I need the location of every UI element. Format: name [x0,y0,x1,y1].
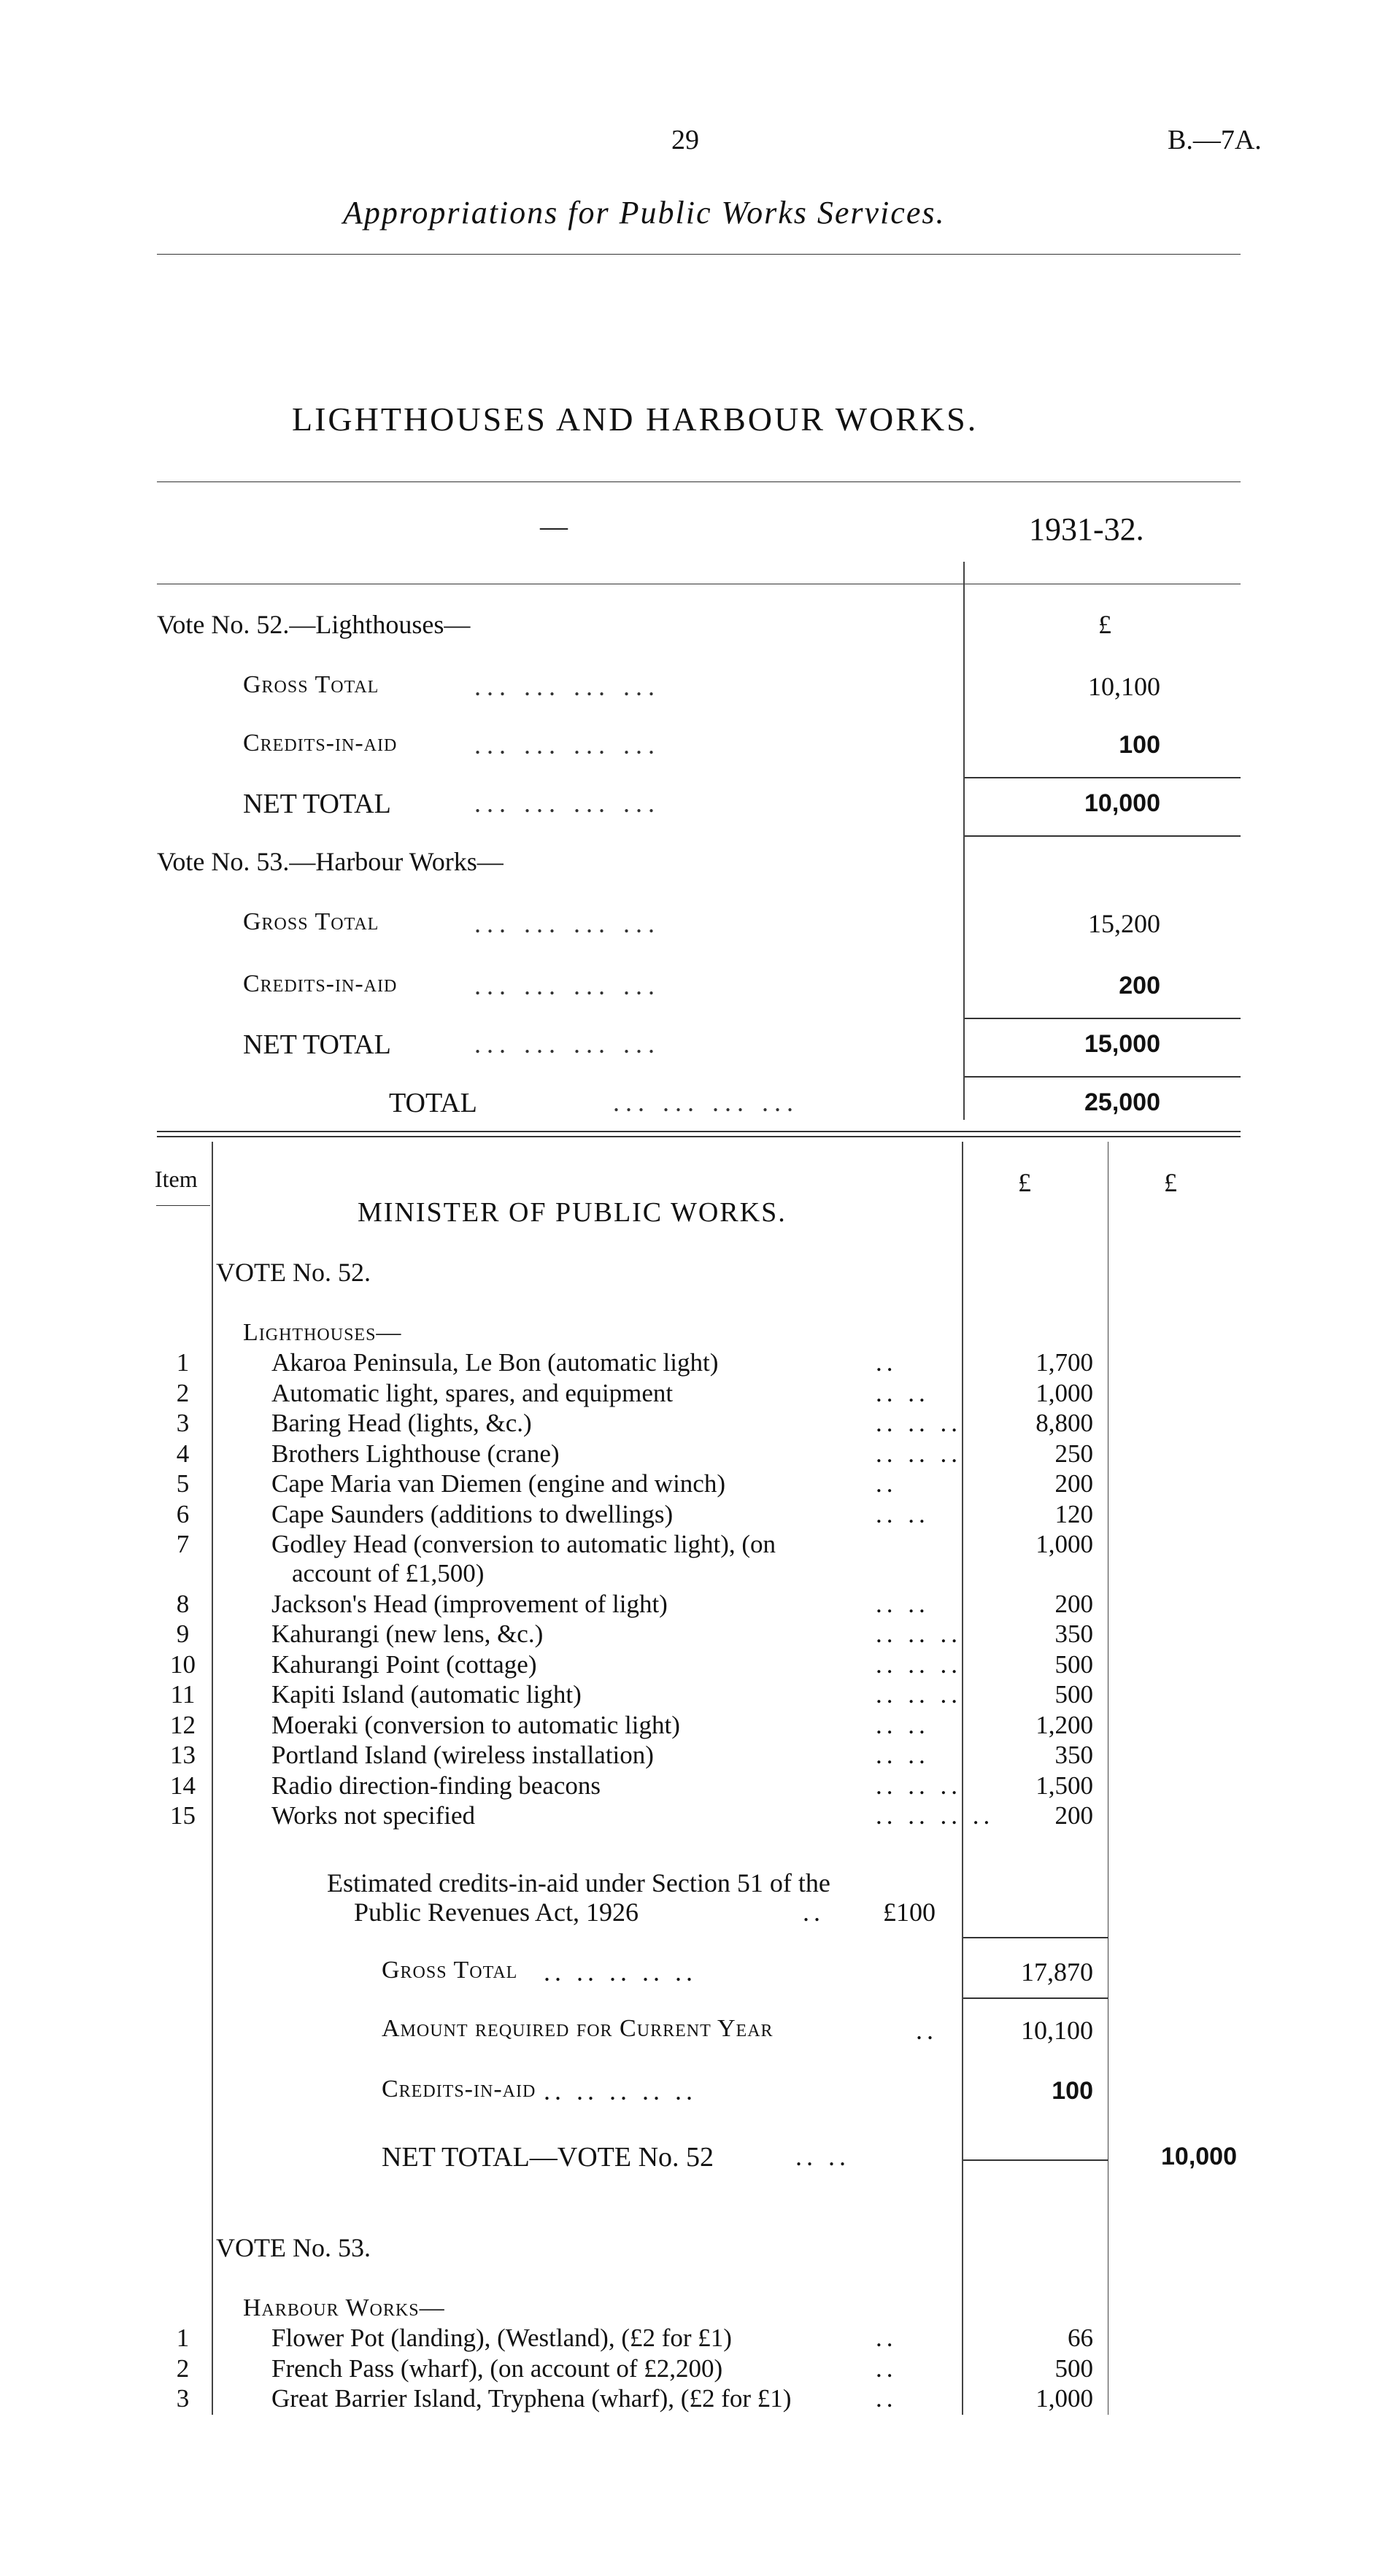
item-leader-dots: .. .. [876,1499,930,1528]
item-description-continued: account of £1,500) [292,1559,485,1587]
detail-credits-value: 100 [1052,2077,1093,2105]
item-leader-dots: .. [876,1348,898,1377]
summary-bottom-rule-2 [157,1136,1241,1137]
vote52-credits-label: Credits-in-aid [243,730,398,757]
item-amount: 1,700 [1036,1348,1093,1377]
item-description: Great Barrier Island, Tryphena (wharf), (£2 for £1) [271,2384,792,2413]
vote52-heading: VOTE No. 52. [216,1258,371,1287]
credits-note-dots: .. [803,1898,825,1927]
summary-year-heading: 1931-32. [1029,511,1144,547]
vote53-gross-value: 15,200 [1088,909,1160,938]
item-description: Akaroa Peninsula, Le Bon (automatic light) [271,1348,719,1377]
item-leader-dots: .. .. .. [876,1409,962,1437]
item-description: Godley Head (conversion to automatic light), (on [271,1530,776,1558]
item-leader-dots: .. [876,2384,898,2413]
section-title: LIGHTHOUSES AND HARBOUR WORKS. [292,401,979,438]
item-leader-dots: .. [876,1469,898,1498]
item-description: Works not specified [271,1801,476,1830]
item-number: 4 [176,1439,190,1468]
summary-currency: £ [1098,610,1111,639]
item-description: Radio direction-finding beacons [271,1771,601,1800]
summary-total-value: 25,000 [1084,1088,1160,1116]
item-number: 13 [170,1741,196,1769]
item-description: Cape Saunders (additions to dwellings) [271,1499,674,1528]
detail-credits-dots: .. .. .. .. .. [544,2076,697,2105]
item-number: 7 [176,1530,190,1558]
item-number: 2 [176,1378,190,1407]
item-row [0,1409,1396,1439]
net-total-vote52-label: NET TOTAL—VOTE No. 52 [382,2142,714,2173]
credits-note-line-2: Public Revenues Act, 1926 [354,1898,639,1927]
item-leader-dots: .. .. [876,1378,930,1407]
item-description: Jackson's Head (improvement of light) [271,1589,668,1618]
vote53-net-dots: ... ... ... ... [474,1029,660,1059]
item-number: 12 [170,1710,196,1739]
item-amount: 500 [1054,1680,1093,1709]
item-number: 9 [176,1620,190,1648]
vote52-subheading: Lighthouses— [243,1319,402,1346]
vote53-credits-value: 200 [1119,972,1160,999]
item-leader-dots: .. .. .. [876,1620,962,1648]
item-row [0,1680,1396,1711]
item-leader-dots: .. [876,2324,898,2352]
item-amount: 500 [1054,2353,1093,2383]
item-description: Kapiti Island (automatic light) [271,1680,582,1709]
item-row [0,1741,1396,1771]
item-leader-dots: .. .. .. [876,1649,962,1679]
item-description: Flower Pot (landing), (Westland), (£2 for £1) [271,2324,732,2352]
item-amount: 8,800 [1036,1409,1093,1437]
item-amount: 250 [1054,1439,1093,1468]
summary-total-label: TOTAL [389,1088,477,1118]
gross-total-top-rule [963,1937,1108,1938]
item-number: 5 [176,1469,190,1498]
credits-note-line-1: Estimated credits-in-aid under Section 51 of the [327,1868,830,1898]
item-number: 10 [170,1649,196,1679]
item-row [0,1801,1396,1832]
summary-column-rule [963,562,965,1120]
item-leader-dots: .. .. .. [876,1439,962,1468]
item-amount: 1,000 [1036,2384,1093,2413]
summary-total-dots: ... ... ... ... [613,1088,799,1117]
vote53-credits-label: Credits-in-aid [243,970,398,997]
amount-required-dots: .. [916,2016,938,2045]
item-amount: 120 [1054,1499,1093,1528]
vote52-net-dots: ... ... ... ... [474,789,660,818]
detail-gross-total-value: 17,870 [1021,1957,1093,1987]
detail-credits-label: Credits-in-aid [382,2076,536,2103]
item-number: 1 [176,2324,190,2352]
item-amount: 200 [1054,1469,1093,1498]
item-row [0,1530,1396,1587]
item-number: 8 [176,1589,190,1618]
item-leader-dots: .. .. [876,1710,930,1739]
vote52-credits-dots: ... ... ... ... [474,730,660,759]
item-row [0,1500,1396,1531]
item-row [0,2324,1396,2354]
item-row [0,1771,1396,1802]
vote53-summary-label: Vote No. 53.—Harbour Works— [157,847,504,876]
summary-heading-dash: — [540,511,568,542]
item-description: Kahurangi (new lens, &c.) [271,1620,544,1648]
item-description: Kahurangi Point (cottage) [271,1649,537,1679]
item-amount: 1,000 [1036,1530,1093,1558]
item-description: French Pass (wharf), (on account of £2,200) [271,2353,723,2383]
item-amount: 200 [1054,1589,1093,1618]
item-amount: 1,000 [1036,1378,1093,1407]
item-leader-dots: .. .. [876,1741,930,1769]
vote52-credits-value: 100 [1119,731,1160,759]
item-leader-dots: .. .. .. [876,1680,962,1709]
item-column-heading: Item [155,1166,198,1192]
item-number: 3 [176,2384,190,2413]
item-description: Baring Head (lights, &c.) [271,1409,532,1437]
item-description: Automatic light, spares, and equipment [271,1378,674,1407]
vote53-net-value: 15,000 [1084,1030,1160,1058]
item-row [0,1439,1396,1470]
item-amount: 66 [1068,2324,1093,2352]
vote52-gross-dots: ... ... ... ... [474,672,660,701]
item-number: 2 [176,2353,190,2383]
running-title: Appropriations for Public Works Services. [343,195,946,231]
gross-total-bottom-rule [963,1997,1108,1999]
item-leader-dots: .. [876,2353,898,2383]
item-amount: 350 [1054,1741,1093,1769]
vote53-net-label: NET TOTAL [243,1029,391,1060]
minister-heading: MINISTER OF PUBLIC WORKS. [358,1197,787,1228]
item-description: Brothers Lighthouse (crane) [271,1439,560,1468]
item-amount: 1,200 [1036,1710,1093,1739]
amount-required-label: Amount required for Current Year [382,2015,774,2042]
item-leader-dots: .. .. [876,1589,930,1618]
item-description: Cape Maria van Diemen (engine and winch) [271,1469,725,1498]
item-number: 3 [176,1409,190,1437]
net-total-vote52-dots: .. .. [795,2142,850,2171]
item-amount: 200 [1054,1801,1093,1830]
vote53-heading: VOTE No. 53. [216,2233,371,2262]
detail-currency-col1: £ [1018,1168,1031,1197]
item-number: 11 [170,1680,196,1709]
item-leader-dots: .. .. .. [876,1771,962,1800]
item-row [0,2354,1396,2385]
item-row [0,2384,1396,2415]
item-amount: 1,500 [1036,1771,1093,1800]
item-description: Moeraki (conversion to automatic light) [271,1710,680,1739]
vote52-summary-label: Vote No. 52.—Lighthouses— [157,610,471,639]
detail-currency-col2: £ [1164,1168,1177,1197]
document-reference: B.—7A. [1168,125,1262,155]
item-row [0,1590,1396,1620]
detail-gross-total-label: Gross Total [382,1957,518,1984]
item-description: Portland Island (wireless installation) [271,1741,654,1769]
item-leader-dots: .. .. .. .. [876,1801,995,1830]
item-heading-rule [156,1205,210,1206]
vote53-subheading: Harbour Works— [243,2294,445,2321]
vote52-gross-value: 10,100 [1088,672,1160,701]
item-amount: 500 [1054,1649,1093,1679]
vote53-net-underline [965,1076,1241,1078]
net-total-vote52-value: 10,000 [1161,2143,1237,2170]
vote53-gross-label: Gross Total [243,908,379,935]
header-rule [157,254,1241,255]
item-number: 1 [176,1348,190,1377]
item-row [0,1348,1396,1379]
credits-note-amount: £100 [883,1898,936,1927]
vote52-net-label: NET TOTAL [243,789,391,819]
vote53-credits-dots: ... ... ... ... [474,971,660,1000]
item-number: 14 [170,1771,196,1800]
summary-top-rule [157,481,1241,482]
vote52-gross-label: Gross Total [243,671,379,698]
item-row [0,1469,1396,1500]
item-row [0,1711,1396,1741]
vote52-net-underline [965,835,1241,837]
item-number: 15 [170,1801,196,1830]
vote53-net-rule [965,1018,1241,1019]
item-row [0,1650,1396,1681]
summary-bottom-rule-1 [157,1131,1241,1132]
item-number: 6 [176,1499,190,1528]
item-row [0,1379,1396,1409]
vote52-net-value: 10,000 [1084,789,1160,817]
net-total-rule [963,2159,1108,2161]
vote53-gross-dots: ... ... ... ... [474,909,660,938]
item-amount: 350 [1054,1620,1093,1648]
item-row [0,1620,1396,1650]
page-number: 29 [671,125,699,155]
detail-gross-total-dots: .. .. .. .. .. [544,1957,697,1987]
amount-required-value: 10,100 [1021,2016,1093,2045]
vote52-net-rule [965,777,1241,778]
